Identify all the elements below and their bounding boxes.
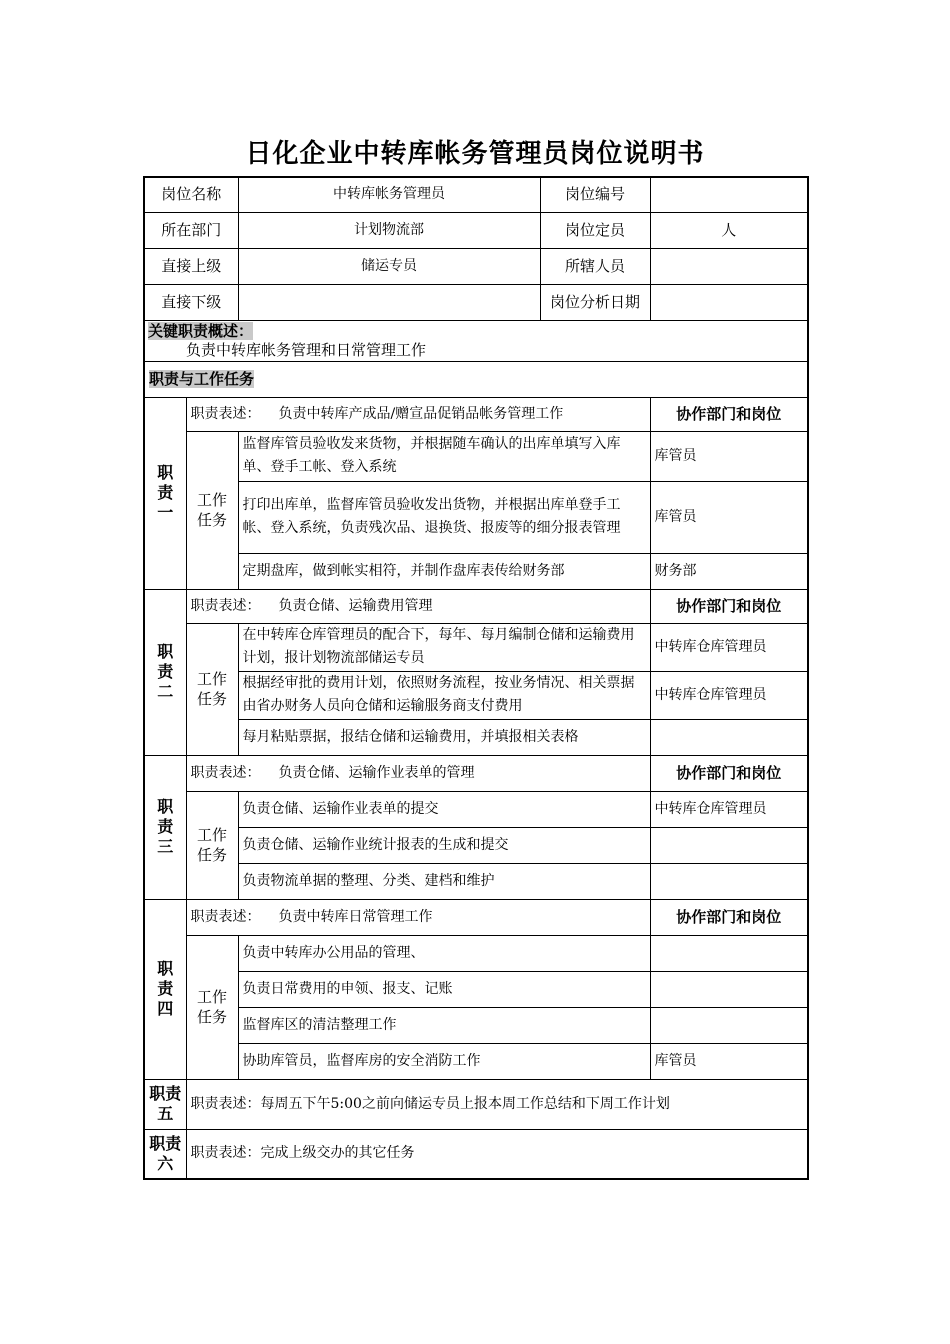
duty-description-cell (186, 1129, 808, 1179)
task-text: 负责物流单据的整理、分类、建档和维护 (238, 863, 650, 899)
task-coop (650, 971, 808, 1007)
task-label: 工作 任务 (186, 623, 238, 755)
post-name-label: 岗位名称 (144, 177, 238, 212)
task-coop (650, 827, 808, 863)
key-summary-text: 负责中转库帐务管理和日常管理工作 (186, 340, 427, 359)
analysis-date-label: 岗位分析日期 (540, 284, 650, 320)
dept-value: 计划物流部 (238, 212, 540, 248)
task-coop: 库管员 (650, 1043, 808, 1079)
duty-name: 职 责 二 (144, 589, 186, 755)
document-title: 日化企业中转库帐务管理员岗位说明书 (245, 139, 705, 169)
duty-name: 职 责 四 (144, 899, 186, 1079)
subordinate-label: 直接下级 (144, 284, 238, 320)
duty-name: 职责 六 (144, 1129, 186, 1179)
duty-description-prefix: 职责表述： (190, 1145, 261, 1162)
duty-description-prefix: 职责表述： (190, 1095, 261, 1112)
subordinates-count-label: 所辖人员 (540, 248, 650, 284)
duty-name: 职 责 三 (144, 755, 186, 899)
post-code-label: 岗位编号 (540, 177, 650, 212)
subordinates-count-value (650, 248, 808, 284)
task-text: 负责仓储、运输作业统计报表的生成和提交 (238, 827, 650, 863)
duty-description-cell (186, 397, 650, 431)
task-coop: 库管员 (650, 481, 808, 553)
task-coop: 中转库仓库管理员 (650, 671, 808, 719)
duty-description-prefix: 职责表述： (190, 764, 261, 781)
key-summary-cell (144, 320, 808, 361)
task-text: 负责仓储、运输作业表单的提交 (238, 791, 650, 827)
task-coop (650, 935, 808, 971)
coop-header: 协作部门和岗位 (650, 397, 808, 431)
task-label: 工作 任务 (186, 431, 238, 589)
task-text: 负责日常费用的申领、报支、记账 (238, 971, 650, 1007)
duty-description: 负责中转库产成品/赠宣品促销品帐务管理工作 (278, 405, 564, 422)
task-coop: 中转库仓库管理员 (650, 623, 808, 671)
analysis-date-value (650, 284, 808, 320)
task-text: 打印出库单，监督库管员验收发出货物，并根据出库单登手工帐、登入系统，负责残次品、退换货、报废等的细分报表管理 (238, 481, 650, 553)
coop-header: 协作部门和岗位 (650, 755, 808, 791)
post-code-value (650, 177, 808, 212)
task-text: 在中转库仓库管理员的配合下，每年、每月编制仓储和运输费用计划，报计划物流部储运专员 (238, 623, 650, 671)
superior-value: 储运专员 (238, 248, 540, 284)
task-label: 工作 任务 (186, 935, 238, 1079)
task-coop (650, 863, 808, 899)
duty-description: 每周五下午5:00之前向储运专员上报本周工作总结和下周工作计划 (260, 1095, 670, 1112)
job-description-table (143, 176, 809, 1180)
task-text: 定期盘库，做到帐实相符，并制作盘库表传给财务部 (238, 553, 650, 589)
task-text: 每月粘贴票据，报结仓储和运输费用，并填报相关表格 (238, 719, 650, 755)
key-summary-label: 关键职责概述： (148, 321, 254, 340)
task-coop (650, 719, 808, 755)
duty-description-cell (186, 589, 650, 623)
duty-name: 职责 五 (144, 1079, 186, 1129)
duty-description-prefix: 职责表述： (190, 405, 261, 422)
task-text: 监督库管员验收发来货物，并根据随车确认的出库单填写入库单、登手工帐、登入系统 (238, 431, 650, 481)
duty-description-cell (186, 1079, 808, 1129)
coop-header: 协作部门和岗位 (650, 589, 808, 623)
task-coop: 中转库仓库管理员 (650, 791, 808, 827)
task-text: 根据经审批的费用计划，依照财务流程，按业务情况、相关票据由省办财务人员向仓储和运输服务商支付费用 (238, 671, 650, 719)
task-text: 负责中转库办公用品的管理、 (238, 935, 650, 971)
task-label: 工作 任务 (186, 791, 238, 899)
duty-description: 负责仓储、运输费用管理 (278, 597, 433, 614)
headcount-value: 人 (650, 212, 808, 248)
duty-description-prefix: 职责表述： (190, 908, 261, 925)
post-name-value: 中转库帐务管理员 (238, 177, 540, 212)
duty-description: 完成上级交办的其它任务 (260, 1145, 415, 1162)
duty-description-cell (186, 755, 650, 791)
superior-label: 直接上级 (144, 248, 238, 284)
task-coop: 财务部 (650, 553, 808, 589)
duty-description: 负责仓储、运输作业表单的管理 (278, 764, 475, 781)
duty-name: 职 责 一 (144, 397, 186, 589)
subordinate-value (238, 284, 540, 320)
coop-header: 协作部门和岗位 (650, 899, 808, 935)
duty-description-prefix: 职责表述： (190, 597, 261, 614)
duties-header-cell (144, 361, 808, 397)
task-text: 监督库区的清洁整理工作 (238, 1007, 650, 1043)
task-coop (650, 1007, 808, 1043)
task-text: 协助库管员，监督库房的安全消防工作 (238, 1043, 650, 1079)
headcount-label: 岗位定员 (540, 212, 650, 248)
duty-description-cell (186, 899, 650, 935)
duties-header: 职责与工作任务 (149, 369, 255, 388)
task-coop: 库管员 (650, 431, 808, 481)
duty-description: 负责中转库日常管理工作 (278, 908, 433, 925)
dept-label: 所在部门 (144, 212, 238, 248)
